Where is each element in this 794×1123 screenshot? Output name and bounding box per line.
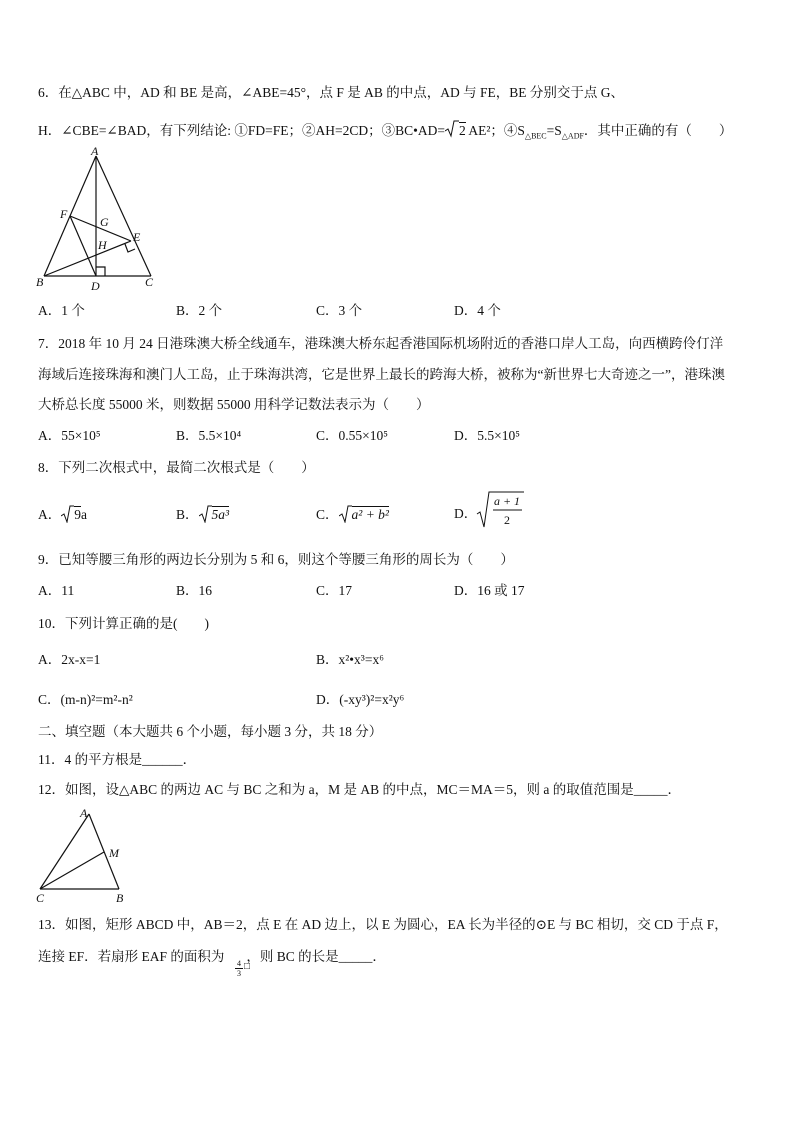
- fig6-label-A: A: [91, 146, 99, 158]
- q10-option-d: D．(-xy³)²=x²y⁶: [316, 692, 405, 707]
- q7-line2: 海域后连接珠海和澳门人工岛，止于珠海洪湾，它是世界上最长的跨海大桥，被称为“新世界七大奇迹之一”，港珠澳: [38, 367, 725, 382]
- q8-option-c-label: C．: [316, 507, 339, 522]
- fig12-label-B: B: [116, 891, 124, 905]
- q13-line2-a: 连接 EF．若扇形 EAF 的面积为: [38, 949, 225, 964]
- q9-option-a: A．11: [38, 583, 75, 598]
- q9-title: 9．已知等腰三角形的两边长分别为 5 和 6，则这个等腰三角形的周长为（ ）: [38, 552, 514, 567]
- q6-option-a: A．1 个: [38, 303, 85, 318]
- fig12-label-A: A: [80, 806, 88, 820]
- q12-figure: [34, 806, 134, 910]
- q9-option-c: C．17: [316, 583, 353, 598]
- sqrt-symbol: [61, 505, 81, 524]
- q8-a-tail: a: [81, 507, 87, 522]
- q6-sub1: △BEC: [524, 131, 547, 141]
- q8-option-a-label: A．: [38, 507, 62, 522]
- q6-sqrt-radicand: 2: [458, 123, 466, 138]
- q8-c-radicand: a² + b²: [351, 507, 389, 522]
- q6-option-b: B．2 个: [176, 303, 223, 318]
- q13-line2: [38, 948, 386, 966]
- q10-option-b: B．x²•x³=x⁶: [316, 652, 384, 667]
- q6-line1: 6．在△ABC 中，AD 和 BE 是高，∠ABE=45°，点 F 是 AB 的中点，AD 与 FE，BE 分别交于点 G、: [38, 85, 624, 100]
- q8-d-denominator: 2: [504, 513, 510, 527]
- fig6-label-D: D: [91, 279, 100, 292]
- q8-option-d: [454, 505, 477, 523]
- q13-frac-symbol: □: [244, 961, 251, 972]
- sqrt-symbol: [199, 505, 230, 524]
- q7-option-a: A．55×10⁵: [38, 428, 101, 443]
- q6-figure: [36, 146, 162, 296]
- q11-text: 11．4 的平方根是______．: [38, 752, 197, 767]
- q8-d-sqrt-fraction: [476, 490, 526, 534]
- q10-option-c: C．(m-n)²=m²-n²: [38, 692, 133, 707]
- fig6-label-C: C: [145, 275, 154, 289]
- q6-line2-c: AE²；④S: [468, 123, 525, 138]
- q8-option-d-label: D．: [454, 506, 478, 521]
- q6-line2-d: =S: [546, 123, 562, 138]
- fig6-label-B: B: [36, 275, 44, 289]
- fig6-label-F: F: [60, 207, 68, 221]
- q6-sub2: △ADF: [561, 131, 584, 141]
- q13-line2-b: ，则 BC 的长是_____．: [246, 949, 386, 964]
- q7-option-b: B．5.5×10⁴: [176, 428, 242, 443]
- fig6-label-E: E: [133, 230, 141, 244]
- q8-option-b: [176, 505, 229, 524]
- q6-option-d: D．4 个: [454, 303, 501, 318]
- q7-option-c: C．0.55×10⁵: [316, 428, 388, 443]
- q8-title: 8．下列二次根式中，最简二次根式是（ ）: [38, 460, 315, 475]
- q8-option-b-label: B．: [176, 507, 199, 522]
- fig12-label-C: C: [36, 891, 45, 905]
- section-heading: 二、填空题（本大题共 6 个小题，每小题 3 分，共 18 分）: [38, 724, 383, 739]
- q8-b-radicand: 5a³: [211, 507, 230, 522]
- sqrt-symbol: [445, 120, 466, 140]
- q7-line1: 7．2018 年 10 月 24 日港珠澳大桥全线通车，港珠澳大桥东起香港国际机场附近的香港口岸人工岛，向西横跨伶仃洋: [38, 336, 724, 351]
- q6-option-c: C．3 个: [316, 303, 363, 318]
- q8-d-numerator: a + 1: [493, 494, 521, 508]
- q12-text: 12．如图，设△ABC 的两边 AC 与 BC 之和为 a，M 是 AB 的中点，MC＝MA＝5，则 a 的取值范围是_____．: [38, 782, 682, 797]
- q13-line1: 13．如图，矩形 ABCD 中，AB＝2，点 E 在 AD 边上，以 E 为圆心，EA 长为半径的⊙E 与 BC 相切，交 CD 于点 F，: [38, 917, 728, 932]
- fig6-label-G: G: [100, 215, 109, 229]
- q10-title: 10．下列计算正确的是( ): [38, 616, 209, 631]
- q6-line2-e: ．其中正确的有（ ）: [583, 123, 733, 138]
- q6-line2: [38, 120, 732, 146]
- q10-option-a: A．2x-x=1: [38, 652, 101, 667]
- q9-option-b: B．16: [176, 583, 213, 598]
- q13-frac-den: 3: [237, 969, 241, 978]
- q8-option-a: [38, 505, 87, 524]
- q7-line3: 大桥总长度 55000 米，则数据 55000 用科学记数法表示为（ ）: [38, 397, 430, 412]
- q8-a-radicand: 9: [74, 507, 81, 522]
- q6-line2-a: H．∠CBE=∠BAD，有下列结论: ①FD=FE；②AH=2CD；③BC•AD=: [38, 123, 445, 138]
- q7-option-d: D．5.5×10⁵: [454, 428, 520, 443]
- q13-frac-num: 4: [237, 959, 241, 968]
- fig6-label-H: H: [98, 238, 107, 252]
- sqrt-symbol: [339, 505, 389, 524]
- q13-fraction: [235, 959, 243, 978]
- q8-option-c: [316, 505, 389, 524]
- fig12-label-M: M: [109, 846, 119, 860]
- q9-option-d: D．16 或 17: [454, 583, 525, 598]
